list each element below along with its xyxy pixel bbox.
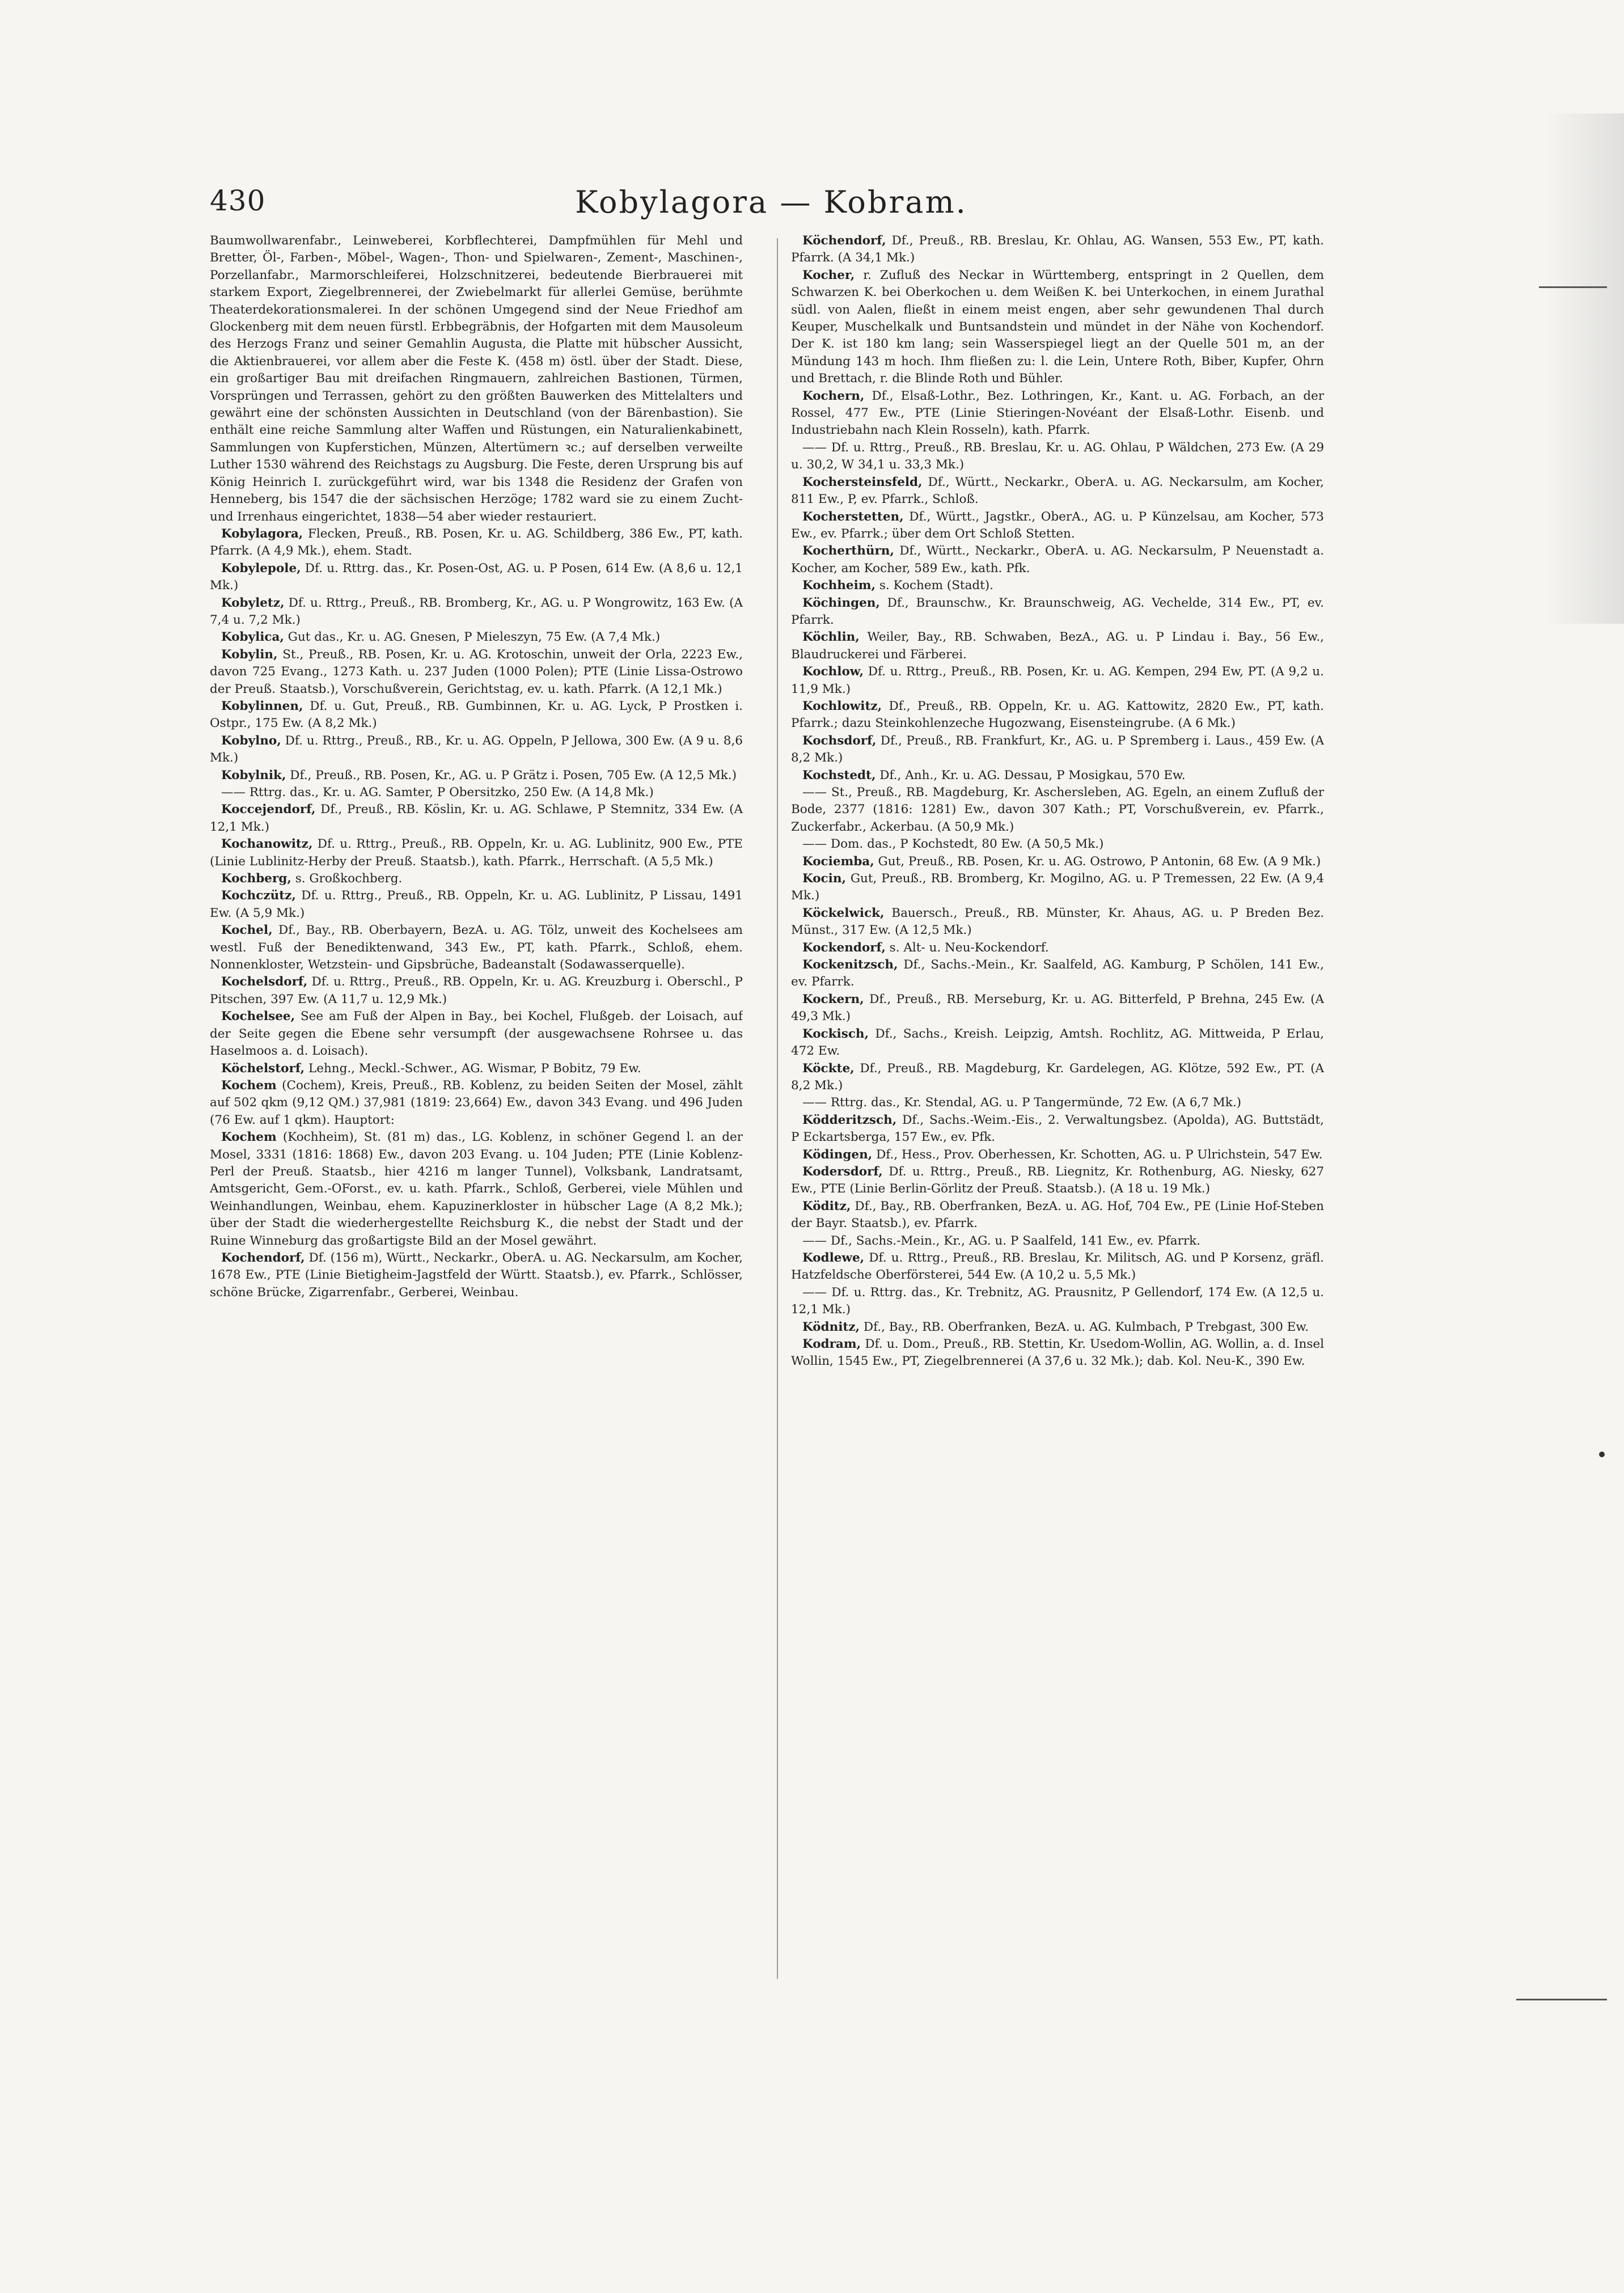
entry-headword: Kochersteinsfeld, (802, 475, 923, 489)
dictionary-entry (210, 646, 743, 698)
dictionary-entry (791, 577, 1324, 594)
entry-headword: Kocher, (802, 268, 855, 282)
entry-text: Df. u. Rttrg., Preuß., RB. Liegnitz, Kr. Rothenburg, AG. Niesky, 627 Ew., PTE (Linie Berlin-Görlitz der Preuß. Staatsb.). (A 18 u. 19 Mk.) (791, 1164, 1324, 1196)
entry-headword: Kochem (221, 1078, 277, 1093)
dictionary-entry (791, 1164, 1324, 1198)
entry-headword: Kochelsee, (221, 1009, 295, 1024)
dictionary-entry (791, 1060, 1324, 1095)
entry-text: Df., Preuß., RB. Köslin, Kr. u. AG. Schlawe, P Stemnitz, 334 Ew. (A 12,1 Mk.) (210, 802, 743, 834)
entry-headword: Ködingen, (802, 1147, 873, 1162)
dictionary-entry (791, 1094, 1324, 1111)
dictionary-entry (791, 663, 1324, 698)
dictionary-entry (210, 1060, 743, 1077)
dictionary-entry (210, 595, 743, 629)
entry-text: Baumwollwarenfabr., Leinweberei, Korbflechterei, Dampfmühlen für Mehl und Bretter, Öl-, Farben-, Möbel-, Wagen-, Thon- und Spielwaren-, Zement-, Maschinen-, Porzellanfabr., Marmorschleiferei, Holzschnitzerei, bedeutende Bierbrauerei mit starkem Export, Ziegelbrennerei, der Zwiebelmarkt für allerlei Gemüse, berühmte Theaterdekorationsmalerei. In der schönen Umgegend sind der Neue Friedhof am Glockenberg mit dem neuen fürstl. Erbbegräbnis, der Hofgarten mit dem Mausoleum des Herzogs Franz und seiner Gemahlin Augusta, die Platte mit hübscher Aussicht, die Aktienbrauerei, vor allem aber die Feste K. (458 m) östl. über der Stadt. Diese, ein großartiger Bau mit dreifachen Ringmauern, zahlreichen Bastionen, Türmen, Vorsprüngen und Terrassen, gehört zu den größten Bauwerken des Mittelalters und gewährt eine der schönsten Aussichten in Deutschland (von der Bärenbastion). Sie enthält eine reiche Sammlung alter Waffen und Rüstungen, ein Naturalienkabinett, Sammlungen von Kupferstichen, Münzen, Altertümern ꝛc.; auf derselben verweilte Luther 1530 während des Reichstags zu Augsburg. Die Feste, deren Ursprung bis auf König Heinrich I. zurückgeführt wird, war bis 1348 die Residenz der Grafen von Henneberg, bis 1547 die der sächsischen Herzöge; 1782 ward sie zu einem Zucht- und Irrenhaus eingerichtet, 1838—54 aber wieder restauriert. (210, 234, 743, 524)
dictionary-entry (791, 1336, 1324, 1370)
entry-headword: Kockendorf, (802, 940, 886, 955)
dictionary-entry (791, 698, 1324, 733)
entry-headword: Kochendorf, (221, 1250, 305, 1265)
dictionary-entry (210, 767, 743, 784)
entry-text: Df., Sachs.-Mein., Kr. Saalfeld, AG. Kamburg, P Schölen, 141 Ew., ev. Pfarrk. (791, 958, 1324, 989)
dictionary-entry (791, 1250, 1324, 1284)
entry-headword: Kobylepole, (221, 561, 301, 576)
entry-headword: Kockern, (802, 992, 864, 1006)
margin-dot (1599, 1452, 1605, 1457)
entry-text: See am Fuß der Alpen in Bay., bei Kochel, Flußgeb. der Loisach, auf der Seite gegen die Ebene sehr versumpft (der ausgewachsene Rohrsee u. das Haselmoos a. d. Loisach). (210, 1009, 743, 1059)
entry-headword: Kochem (221, 1130, 277, 1145)
dictionary-entry (210, 922, 743, 974)
dictionary-entry (210, 1008, 743, 1060)
entry-headword: Kochlowitz, (802, 699, 882, 713)
dictionary-entry (210, 784, 743, 801)
entry-text: Df. u. Rttrg., Preuß., RB. Bromberg, Kr., AG. u. P Wongrowitz, 163 Ew. (A 7,4 u. 7,2 Mk.) (210, 595, 743, 627)
dictionary-entry (791, 733, 1324, 767)
entry-text: Df. u. Dom., Preuß., RB. Stettin, Kr. Usedom-Wollin, AG. Wollin, a. d. Insel Wollin, 1545 Ew., PT, Ziegelbrennerei (A 37,6 u. 32 Mk.); dab. Kol. Neu-K., 390 Ew. (791, 1337, 1324, 1369)
dictionary-entry (210, 733, 743, 767)
entry-text: Df., Elsaß-Lothr., Bez. Lothringen, Kr., Kant. u. AG. Forbach, an der Rossel, 477 Ew., PTE (Linie Stieringen-Novéant der Elsaß-Lothr. Eisenb. und Industriebahn nach Klein Rosseln), kath. Pfarrk. (791, 388, 1324, 438)
dictionary-entry (210, 870, 743, 887)
dictionary-entry (210, 801, 743, 836)
entry-headword: Kobylno, (221, 733, 281, 748)
entry-text: Df., Preuß., RB. Oppeln, Kr. u. AG. Kattowitz, 2820 Ew., PT, kath. Pfarrk.; dazu Steinkohlenzeche Hugozwang, Eisensteingrube. (A 6 Mk.) (791, 699, 1324, 731)
dictionary-entry (791, 232, 1324, 267)
entry-headword: Kocherstetten, (802, 509, 904, 524)
left-column (210, 232, 743, 2002)
entry-headword: Kocin, (802, 871, 846, 886)
entry-text: Df. (156 m), Württ., Neckarkr., OberA. u. AG. Neckarsulm, am Kocher, 1678 Ew., PTE (Linie Bietigheim-Jagstfeld der Württ. Staatsb.), ev. Pfarrk., Schlösser, schöne Brücke, Zigarrenfabr., Gerberei, Weinbau. (210, 1250, 743, 1300)
entry-text: Df., Anh., Kr. u. AG. Dessau, P Mosigkau, 570 Ew. (879, 768, 1186, 782)
dictionary-entry (791, 957, 1324, 991)
dictionary-entry (791, 1284, 1324, 1319)
entry-text: Df., Preuß., RB. Frankfurt, Kr., AG. u. P Spremberg i. Laus., 459 Ew. (A 8,2 Mk.) (791, 733, 1324, 765)
dictionary-entry (210, 232, 743, 526)
dictionary-entry (791, 870, 1324, 905)
dictionary-entry (791, 940, 1324, 957)
entry-headword: Kochczütz, (221, 889, 296, 903)
entry-headword: Köckelwick, (802, 906, 885, 920)
entry-text: Flecken, Preuß., RB. Posen, Kr. u. AG. Schildberg, 386 Ew., PT, kath. Pfarrk. (A 4,9 Mk.), ehem. Stadt. (210, 526, 743, 559)
entry-text: Lehng., Meckl.-Schwer., AG. Wismar, P Bobitz, 79 Ew. (308, 1061, 641, 1076)
entry-headword: Kociemba, (802, 854, 874, 869)
dictionary-entry (791, 905, 1324, 940)
entry-headword: Koccejendorf, (221, 802, 316, 817)
dictionary-entry (210, 629, 743, 646)
entry-text: Df. u. Rttrg., Preuß., RB. Oppeln, Kr. u. AG. Kreuzburg i. Oberschl., P Pitschen, 397 Ew. (A 11,7 u. 12,9 Mk.) (210, 975, 743, 1006)
entry-headword: Köchendorf, (802, 234, 886, 248)
entry-headword: Ködderitzsch, (802, 1112, 897, 1127)
dictionary-entry (791, 1112, 1324, 1146)
entry-headword: Kodlewe, (802, 1250, 865, 1265)
entry-text: Df. u. Rttrg., Preuß., RB., Kr. u. AG. Oppeln, P Jellowa, 300 Ew. (A 9 u. 8,6 Mk.) (210, 733, 743, 765)
entry-headword: Kochsdorf, (802, 733, 877, 748)
dictionary-entry (210, 836, 743, 870)
entry-text: Gut, Preuß., RB. Bromberg, Kr. Mogilno, AG. u. P Tremessen, 22 Ew. (A 9,4 Mk.) (791, 871, 1324, 903)
entry-text: r. Zufluß des Neckar in Württemberg, entspringt in 2 Quellen, dem Schwarzen K. bei Oberkochen u. dem Weißen K. bei Unterkochen, in einem Jurathal südl. von Aalen, fließt in einem meist engen, aber sehr gewundenen Thal durch Keuper, Muschelkalk und Buntsandstein und mündet in der Nähe von Kochendorf. Der K. ist 180 km lang; sein Wasserspiegel liegt an der Quelle 501 m, an der Mündung 143 m hoch. Ihm fließen zu: l. die Lein, Untere Roth, Biber, Kupfer, Ohrn und Brettach, r. die Blinde Roth und Bühler. (791, 268, 1324, 386)
dictionary-entry (791, 853, 1324, 870)
entry-text: Df. u. Gut, Preuß., RB. Gumbinnen, Kr. u. AG. Lyck, P Prostken i. Ostpr., 175 Ew. (A 8,2 Mk.) (210, 699, 743, 731)
entry-text: —— Rttrg. das., Kr. Stendal, AG. u. P Tangermünde, 72 Ew. (A 6,7 Mk.) (802, 1095, 1242, 1110)
entry-text: Df. u. Rttrg., Preuß., RB. Posen, Kr. u. AG. Kempen, 294 Ew, PT. (A 9,2 u. 11,9 Mk.) (791, 665, 1324, 696)
entry-headword: Kochlow, (802, 665, 864, 679)
dictionary-entry (791, 267, 1324, 388)
entry-text: Df., Hess., Prov. Oberhessen, Kr. Schotten, AG. u. P Ulrichstein, 547 Ew. (876, 1147, 1323, 1162)
entry-text: St., Preuß., RB. Posen, Kr. u. AG. Krotoschin, unweit der Orla, 2223 Ew., davon 725 Evang., 1273 Kath. u. 237 Juden (1000 Polen); PTE (Linie Lissa-Ostrowo der Preuß. Staatsb.), Vorschußverein, Gerichtstag, ev. u. kath. Pfarrk. (A 12,1 Mk.) (210, 647, 743, 696)
entry-headword: Kochanowitz, (221, 837, 313, 852)
entry-headword: Kocherthürn, (802, 544, 894, 559)
entry-text: Df. u. Rttrg., Preuß., RB. Oppeln, Kr. u. AG. Lublinitz, P Lissau, 1491 Ew. (A 5,9 Mk.) (210, 889, 743, 920)
entry-text: —— Rttrg. das., Kr. u. AG. Samter, P Obersitzko, 250 Ew. (A 14,8 Mk.) (221, 785, 654, 799)
column-divider (777, 238, 778, 1979)
dictionary-entry (791, 1319, 1324, 1336)
dictionary-entry (791, 474, 1324, 509)
dictionary-entry (791, 439, 1324, 474)
entry-headword: Köchlin, (802, 630, 860, 645)
entry-headword: Kodram, (802, 1337, 861, 1351)
dictionary-entry (791, 1198, 1324, 1233)
entry-text: s. Großkochberg. (295, 871, 403, 886)
entry-text: Df., Württ., Jagstkr., OberA., AG. u. P Künzelsau, am Kocher, 573 Ew., ev. Pfarrk.; über dem Ort Schloß Stetten. (791, 509, 1324, 541)
entry-headword: Kockenitzsch, (802, 958, 898, 972)
dictionary-entry (210, 887, 743, 922)
dictionary-entry (210, 1077, 743, 1129)
entry-text: —— St., Preuß., RB. Magdeburg, Kr. Aschersleben, AG. Egeln, an einem Zufluß der Bode, 2377 (1816: 1281) Ew., davon 307 Kath.; PT, Vorschußverein, ev. Pfarrk., Zuckerfabr., Ackerbau. (A 50,9 Mk.) (791, 785, 1324, 834)
entry-headword: Kochstedt, (802, 768, 876, 782)
entry-text: —— Dom. das., P Kochstedt, 80 Ew. (A 50,5 Mk.) (802, 837, 1104, 852)
entry-headword: Kochel, (221, 923, 273, 938)
entry-text: Df., Preuß., RB. Magdeburg, Kr. Gardelegen, AG. Klötze, 592 Ew., PT. (A 8,2 Mk.) (791, 1061, 1324, 1093)
entry-text: Df. u. Rttrg., Preuß., RB. Breslau, Kr. Militsch, AG. und P Korsenz, gräfl. Hatzfeldsche Oberförsterei, 544 Ew. (A 10,2 u. 5,5 Mk.) (791, 1250, 1324, 1283)
entry-headword: Kobylin, (221, 647, 278, 662)
entry-text: Df., Preuß., RB. Breslau, Kr. Ohlau, AG. Wansen, 553 Ew., PT, kath. Pfarrk. (A 34,1 Mk.) (791, 234, 1324, 265)
dictionary-entry (791, 1026, 1324, 1060)
entry-text: —— Df. u. Rttrg., Preuß., RB. Breslau, Kr. u. AG. Ohlau, P Wäldchen, 273 Ew. (A 29 u. 30,2, W 34,1 u. 33,3 Mk.) (791, 440, 1324, 472)
entry-text: Df., Preuß., RB. Merseburg, Kr. u. AG. Bitterfeld, P Brehna, 245 Ew. (A 49,3 Mk.) (791, 992, 1324, 1024)
entry-headword: Kobylica, (221, 630, 284, 645)
dictionary-entry (791, 836, 1324, 853)
entry-text: Df., Württ., Neckarkr., OberA. u. AG. Neckarsulm, am Kocher, 811 Ew., P, ev. Pfarrk., Schloß. (791, 475, 1324, 507)
entry-text: —— Df. u. Rttrg. das., Kr. Trebnitz, AG. Prausnitz, P Gellendorf, 174 Ew. (A 12,5 u. 12,1 Mk.) (791, 1285, 1324, 1317)
dictionary-entry (791, 629, 1324, 663)
dictionary-entry (210, 698, 743, 733)
entry-text: Weiler, Bay., RB. Schwaben, BezA., AG. u. P Lindau i. Bay., 56 Ew., Blaudruckerei und Färberei. (791, 630, 1324, 662)
edge-mark (1539, 286, 1607, 288)
entry-headword: Kockisch, (802, 1026, 869, 1041)
entry-text: Gut, Preuß., RB. Posen, Kr. u. AG. Ostrowo, P Antonin, 68 Ew. (A 9 Mk.) (878, 854, 1321, 869)
entry-text: Df., Braunschw., Kr. Braunschweig, AG. Vechelde, 314 Ew., PT, ev. Pfarrk. (791, 595, 1324, 627)
dictionary-entry (791, 388, 1324, 439)
dictionary-entry (791, 595, 1324, 629)
dictionary-entry (791, 1233, 1324, 1250)
entry-headword: Köchingen, (802, 595, 880, 610)
entry-headword: Kochelsdorf, (221, 975, 308, 989)
dictionary-entry (210, 560, 743, 595)
entry-text: Df., Sachs.-Weim.-Eis., 2. Verwaltungsbez. (Apolda), AG. Buttstädt, P Eckartsberga, 157 Ew., ev. Pfk. (791, 1112, 1324, 1145)
entry-text: s. Kochem (Stadt). (879, 578, 994, 593)
entry-text: s. Alt- u. Neu-Kockendorf. (889, 940, 1049, 955)
page-edge-shadow (1545, 113, 1624, 624)
entry-text: (Kochheim), St. (81 m) das., LG. Koblenz, in schöner Gegend l. an der Mosel, 3331 (1816: 1868) Ew., davon 203 Evang. u. 104 Juden; PTE (Linie Koblenz-Perl der Preuß. Staatsb., hier 4216 m langer Tunnel), Volksbank, Landratsamt, Amtsgericht, Gem.-OForst., ev. u. kath. Pfarrk., Schloß, Gerberei, viele Mühlen und Weinhandlungen, Weinbau, ehem. Kapuzinerkloster in hübscher Lage (A 8,2 Mk.); über der Stadt die wiederhergestellte Reichsburg K., die nebst der Stadt und der Ruine Winneburg das großartigste Bild an der Mosel gewährt. (210, 1130, 743, 1248)
dictionary-entry (791, 991, 1324, 1026)
entry-headword: Kochern, (802, 388, 865, 403)
entry-headword: Kodersdorf, (802, 1164, 883, 1179)
dictionary-entry (210, 526, 743, 560)
entry-headword: Köchelstorf, (221, 1061, 305, 1076)
entry-headword: Ködnitz, (802, 1319, 860, 1334)
entry-text: Df., Bay., RB. Oberfranken, BezA. u. AG. Hof, 704 Ew., PE (Linie Hof-Steben der Bayr. Staatsb.), ev. Pfarrk. (791, 1199, 1324, 1231)
dictionary-entry (210, 1129, 743, 1250)
dictionary-entry (791, 784, 1324, 836)
dictionary-entry (210, 974, 743, 1008)
entry-text: Df., Preuß., RB. Posen, Kr., AG. u. P Grätz i. Posen, 705 Ew. (A 12,5 Mk.) (290, 768, 737, 782)
entry-text: Df. u. Rttrg. das., Kr. Posen-Ost, AG. u. P Posen, 614 Ew. (A 8,6 u. 12,1 Mk.) (210, 561, 743, 593)
entry-text: —— Df., Sachs.-Mein., Kr., AG. u. P Saalfeld, 141 Ew., ev. Pfarrk. (802, 1233, 1200, 1248)
dictionary-entry (791, 1146, 1324, 1164)
entry-text: Df., Württ., Neckarkr., OberA. u. AG. Neckarsulm, P Neuenstadt a. Kocher, am Kocher, 589 Ew., kath. Pfk. (791, 544, 1324, 576)
dictionary-entry (791, 767, 1324, 784)
entry-headword: Kobylinnen, (221, 699, 303, 713)
entry-text: (Cochem), Kreis, Preuß., RB. Koblenz, zu beiden Seiten der Mosel, zählt auf 502 qkm (9,12 QM.) 37,981 (1819: 23,664) Ew., davon 343 Evang. und 496 Juden (76 Ew. auf 1 qkm). Hauptort: (210, 1078, 743, 1127)
entry-text: Df. u. Rttrg., Preuß., RB. Oppeln, Kr. u. AG. Lublinitz, 900 Ew., PTE (Linie Lublinitz-Herby der Preuß. Staatsb.), kath. Pfarrk., Herrschaft. (A 5,5 Mk.) (210, 837, 743, 869)
entry-headword: Köditz, (802, 1199, 851, 1213)
entry-headword: Kobylagora, (221, 526, 303, 541)
entry-text: Gut das., Kr. u. AG. Gnesen, P Mieleszyn, 75 Ew. (A 7,4 Mk.) (287, 630, 661, 645)
dictionary-entry (791, 543, 1324, 577)
page-header (210, 184, 1333, 224)
entry-text: Df., Bay., RB. Oberfranken, BezA. u. AG. Kulmbach, P Trebgast, 300 Ew. (863, 1319, 1309, 1334)
entry-headword: Kochberg, (221, 871, 291, 886)
entry-headword: Kochheim, (802, 578, 876, 593)
entry-headword: Kobyletz, (221, 595, 285, 610)
entry-headword: Köckte, (802, 1061, 855, 1076)
entry-text: Df., Bay., RB. Oberbayern, BezA. u. AG. Tölz, unweit des Kochelsees am westl. Fuß der Benediktenwand, 343 Ew., PT, kath. Pfarrk., Schloß, ehem. Nonnenkloster, Wetzstein- und Gipsbrüche, Badeanstalt (Sodawasserquelle). (210, 923, 743, 972)
running-title: Kobylagora — Kobram. (575, 184, 967, 220)
page-number: 430 (210, 184, 266, 217)
dictionary-entry (791, 509, 1324, 543)
right-column (791, 232, 1324, 2002)
edge-mark (1516, 1999, 1607, 2000)
dictionary-entry (210, 1250, 743, 1301)
entry-headword: Kobylnik, (221, 768, 286, 782)
entry-text: Bauersch., Preuß., RB. Münster, Kr. Ahaus, AG. u. P Breden Bez. Münst., 317 Ew. (A 12,5 Mk.) (791, 906, 1324, 938)
entry-text: Df., Sachs., Kreish. Leipzig, Amtsh. Rochlitz, AG. Mittweida, P Erlau, 472 Ew. (791, 1026, 1324, 1059)
